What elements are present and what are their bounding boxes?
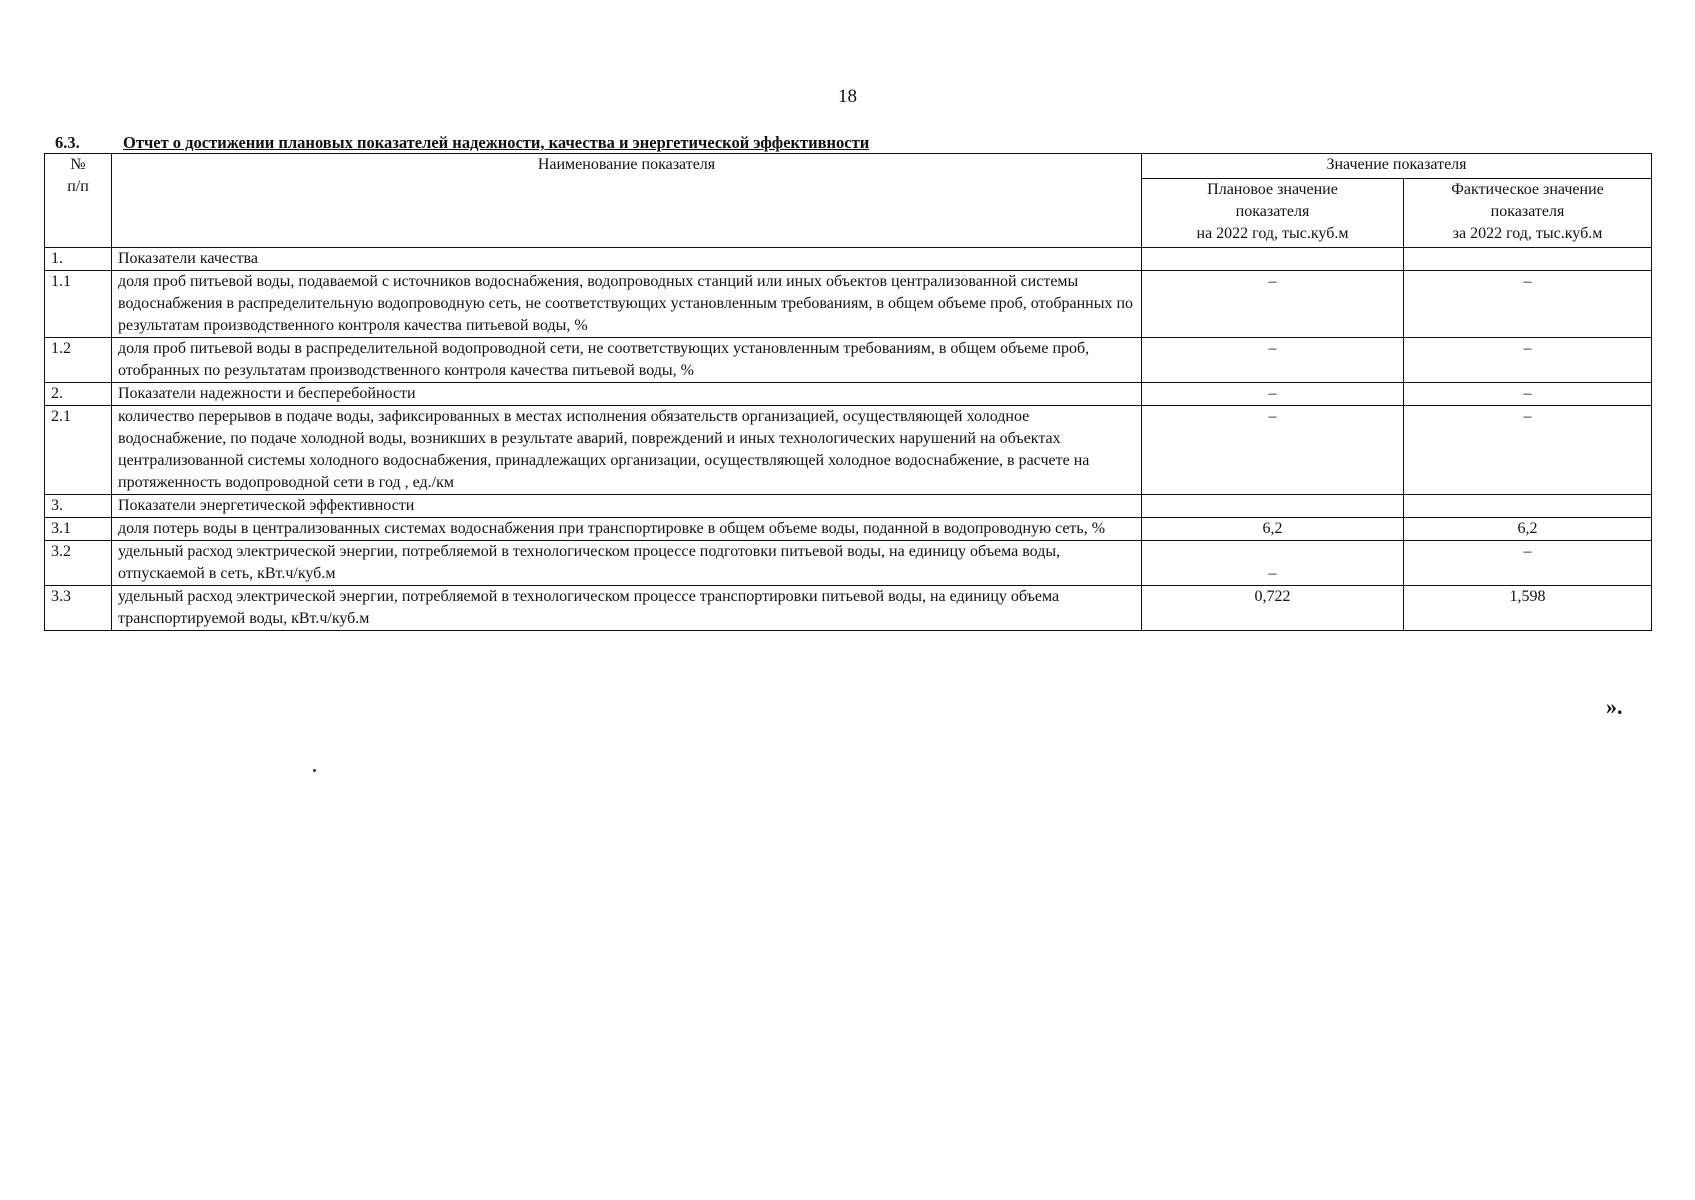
row-fact-value: 1,598 [1404,586,1652,631]
header-indicator-value: Значение показателя [1142,154,1652,179]
section-number: 6.3. [55,133,80,152]
row-number: 2. [45,383,112,406]
table-row [45,248,1652,271]
row-plan-value [1142,495,1404,518]
row-number: 2.1 [45,406,112,495]
table-header-row [45,154,1652,179]
row-plan-value: – [1142,383,1404,406]
section-heading [55,133,869,153]
table-row [45,338,1652,383]
header-number: № п/п [45,154,112,248]
row-plan-value: – [1142,271,1404,338]
row-fact-value: 6,2 [1404,518,1652,541]
table-row [45,518,1652,541]
row-indicator-name: количество перерывов в подаче воды, зафиксированных в местах исполнения обязательств организацией, осуществляющей холодное водоснабжение, по подаче холодной воды, возникших в результате аварий, повреждений и иных технологических нарушений на объектах централизованной системы холодного водоснабжения, принадлежащих организации, осуществляющей холодное водоснабжение, в расчете на протяженность водопроводной сети в год , ед./км [112,406,1142,495]
table-row [45,586,1652,631]
row-plan-value: 6,2 [1142,518,1404,541]
table-row [45,541,1652,586]
row-indicator-name: удельный расход электрической энергии, потребляемой в технологическом процессе подготовки питьевой воды, на единицу объема воды, отпускаемой в сеть, кВт.ч/куб.м [112,541,1142,586]
row-number: 3. [45,495,112,518]
row-number: 3.1 [45,518,112,541]
header-plan-value: Плановое значение показателя на 2022 год, тыс.куб.м [1142,179,1404,248]
row-fact-value: – [1404,271,1652,338]
row-fact-value [1404,495,1652,518]
header-indicator-name: Наименование показателя [112,154,1142,248]
row-plan-value: – [1142,338,1404,383]
indicators-table [44,153,1652,631]
table-row [45,495,1652,518]
scan-speck [313,769,316,772]
row-fact-value: – [1404,383,1652,406]
row-number: 3.3 [45,586,112,631]
header-fact-value: Фактическое значение показателя за 2022 год, тыс.куб.м [1404,179,1652,248]
table-row [45,383,1652,406]
row-indicator-name: Показатели качества [112,248,1142,271]
row-indicator-name: Показатели надежности и бесперебойности [112,383,1142,406]
row-fact-value: – [1404,541,1652,586]
row-indicator-name: доля проб питьевой воды, подаваемой с источников водоснабжения, водопроводных станций или иных объектов централизованной системы водоснабжения в распределительную водопроводную сеть, не соответствующих установленным требованиям, в общем объеме проб, отобранных по результатам производственного контроля качества питьевой воды, % [112,271,1142,338]
row-number: 1.1 [45,271,112,338]
row-fact-value: – [1404,338,1652,383]
closing-quote-mark: ». [1606,694,1623,719]
row-plan-value [1142,248,1404,271]
row-plan-value: – [1142,541,1404,586]
row-indicator-name: Показатели энергетической эффективности [112,495,1142,518]
table-row [45,271,1652,338]
row-indicator-name: удельный расход электрической энергии, потребляемой в технологическом процессе транспортировки питьевой воды, на единицу объема транспортируемой воды, кВт.ч/куб.м [112,586,1142,631]
row-indicator-name: доля потерь воды в централизованных системах водоснабжения при транспортировке в общем объеме воды, поданной в водопроводную сеть, % [112,518,1142,541]
row-number: 1. [45,248,112,271]
row-plan-value: – [1142,406,1404,495]
page-number: 18 [838,86,857,107]
row-fact-value: – [1404,406,1652,495]
section-title: Отчет о достижении плановых показателей надежности, качества и энергетической эффективности [123,133,870,152]
row-fact-value [1404,248,1652,271]
row-indicator-name: доля проб питьевой воды в распределительной водопроводной сети, не соответствующих установленным требованиям, в общем объеме проб, отобранных по результатам производственного контроля качества питьевой воды, % [112,338,1142,383]
row-number: 1.2 [45,338,112,383]
table-row [45,406,1652,495]
row-number: 3.2 [45,541,112,586]
row-plan-value: 0,722 [1142,586,1404,631]
